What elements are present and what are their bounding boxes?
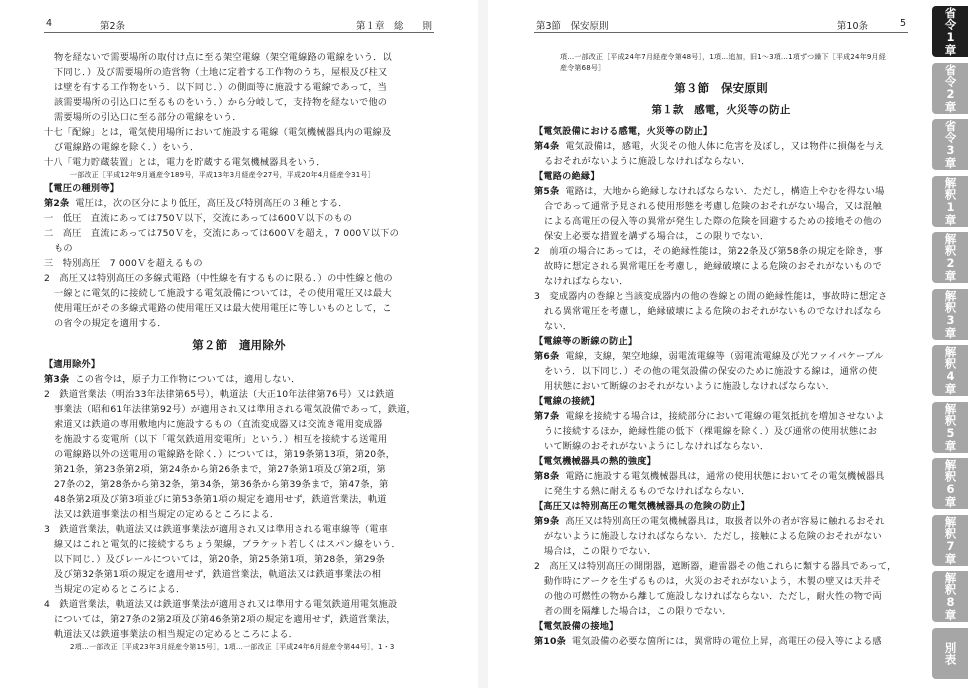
left-running-header	[44, 18, 434, 33]
article-number: 第6条	[534, 351, 560, 362]
section-title	[44, 335, 434, 355]
text-line	[44, 582, 434, 597]
line-text: 当規定の定めるところによる．	[54, 584, 186, 595]
line-text: がないように施設しなければならない．ただし，接触による危険のおそれがない	[544, 531, 882, 542]
line-text: 電路に施設する電気機械器具は，通常の使用状態においてその電気機械器具	[565, 471, 885, 482]
line-text: 故時に想定される異常電圧を考慮し，絶縁破壊による危険のおそれがないもので	[544, 261, 882, 272]
right-running-header	[534, 18, 908, 33]
line-text: 2 前項の場合にあっては，その絶縁性能は，第22条及び第58条の規定を除き，事	[534, 246, 883, 257]
text-line	[44, 537, 434, 552]
text-line	[534, 319, 908, 334]
subsection-title	[534, 100, 908, 120]
text-line	[44, 492, 434, 507]
text-line	[44, 50, 434, 65]
line-text: 27条の2，第28条から第32条，第34条，第36条から第39条まで，第47条，第	[54, 479, 389, 490]
text-line	[44, 597, 434, 612]
article-heading	[534, 394, 908, 409]
text-line	[534, 529, 908, 544]
line-text: の省令の規定を適用する．	[54, 318, 167, 329]
article-heading	[534, 124, 908, 139]
text-line	[44, 417, 434, 432]
article-heading	[534, 334, 908, 349]
right-page-number: 5	[899, 18, 906, 29]
line-text: 一線とに電気的に接続して施設する電気設備については，その使用電圧又は最大	[54, 288, 392, 299]
line-text: うに接続するほか，絶縁性能の低下（裸電線を除く．）及び通常の使用状態にお	[544, 426, 878, 437]
line-text: 【電線等の断線の防止】	[534, 336, 638, 347]
text-line	[534, 199, 908, 214]
article-line	[534, 514, 908, 529]
amendment-note	[44, 170, 434, 181]
article-heading	[534, 454, 908, 469]
line-text: 電線を接続する場合は，接続部分において電線の電気抵抗を増加させないよ	[565, 411, 885, 422]
article-number: 第8条	[534, 471, 560, 482]
text-line	[44, 522, 434, 537]
article-number: 第9条	[534, 516, 560, 527]
line-text: 十七「配線」とは，電気使用場所において施設する電線（電気機械器具内の電線及	[44, 127, 392, 138]
text-line	[534, 289, 908, 304]
line-text: 及び第32条第1項の規定を適用せず，鉄道営業法，軌道法又は鉄道事業法の相	[54, 569, 382, 580]
article-line	[534, 469, 908, 484]
text-line	[44, 316, 434, 331]
article-number: 第7条	[534, 411, 560, 422]
line-text: 電圧は，次の区分により低圧，高圧及び特別高圧の３種とする．	[75, 198, 348, 209]
line-text: び電線路の電線を除く．）をいう．	[54, 142, 200, 153]
text-line	[44, 226, 434, 241]
text-line	[44, 271, 434, 286]
article-line	[534, 634, 908, 649]
line-text: 産令第68号］	[560, 64, 606, 72]
article-number: 第10条	[534, 636, 566, 647]
line-text: れる異常電圧を考慮し，絶縁破壊による危険のおそれがないものでなければなら	[544, 306, 882, 317]
text-line	[44, 211, 434, 226]
chapter-tab[interactable]: 省令2章	[932, 63, 968, 114]
line-text: 第２節 適用除外	[192, 338, 286, 352]
text-line	[44, 80, 434, 95]
line-text: 2 高圧又は特別高圧の開閉器，遮断器，避雷器その他これらに類する器具であって，	[534, 561, 897, 572]
text-line	[44, 552, 434, 567]
text-line	[44, 402, 434, 417]
line-text: 【電圧の種別等】	[44, 183, 120, 194]
text-line	[534, 304, 908, 319]
chapter-tab[interactable]: 解釈5章	[932, 402, 968, 453]
line-text: 該需要場所の引込口に至るものをいう．）から分岐して，支持物を経ないで他の	[54, 97, 388, 108]
left-page-body	[44, 50, 434, 653]
line-text: 【電路の絶縁】	[534, 171, 600, 182]
line-text: 3 変成器内の巻線と当該変成器内の他の巻線との間の絶縁性能は，事故時に想定さ	[534, 291, 888, 302]
text-line	[44, 125, 434, 140]
text-line	[44, 387, 434, 402]
line-text: なければならない．	[544, 276, 629, 287]
chapter-tab[interactable]: 省令3章	[932, 119, 968, 170]
line-text: いて断線のおそれがないようにしなければならない．	[544, 441, 770, 452]
text-line	[534, 604, 908, 619]
text-line	[534, 259, 908, 274]
article-heading	[44, 181, 434, 196]
line-text: 一部改正［平成12年9月通産令189号，平成13年3月経産令27号，平成20年4月経産令31号］	[70, 171, 375, 179]
line-text: 【適用除外】	[44, 359, 101, 370]
line-text: を施設する変電所（以下「電気鉄道用変電所」という．）相互を接続する送電用	[54, 434, 388, 445]
right-page	[488, 0, 928, 688]
line-text: 場合は，この限りでない．	[544, 546, 657, 557]
line-text: 48条第2項及び第3項並びに第53条第1項の規定を適用せず，鉄道営業法，軌道	[54, 494, 387, 505]
line-text: 電気設備は，感電，火災その他人体に危害を及ぼし，又は物件に損傷を与え	[565, 141, 885, 152]
text-line	[44, 447, 434, 462]
line-text: は壁を有する工作物をいう．以下同じ．）の側面等に施設する電線であって，当	[54, 82, 388, 93]
line-text: 以下同じ．）及びレールについては，第20条，第25条第1項，第28条，第29条	[54, 554, 386, 565]
article-heading	[534, 499, 908, 514]
text-line	[534, 574, 908, 589]
line-text: をいう．以下同じ．）その他の電気設備の保安のために施設する線は，通常の使	[544, 366, 878, 377]
line-text: 第１款 感電，火災等の防止	[651, 104, 791, 116]
text-line	[534, 559, 908, 574]
line-text: 2項…一部改正［平成23年3月経産令第15号］，1項…一部改正［平成24年6月経産令第44号］，1・3	[70, 643, 395, 651]
line-text: の電線路以外の送電用の電線路を除く．）については，第19条第13項，第20条，	[54, 449, 396, 460]
line-text: 【電気機械器具の熱的強度】	[534, 456, 657, 467]
text-line	[534, 379, 908, 394]
line-text: 高圧又は特別高圧の電気機械器具は，取扱者以外の者が容易に触れるおそれ	[565, 516, 885, 527]
line-text: 法又は鉄道事業法の相当規定の定めるところによる．	[54, 509, 280, 520]
line-text: 【電気設備における感電，火災等の防止】	[534, 126, 713, 137]
left-page-number: 4	[46, 18, 53, 29]
text-line	[44, 612, 434, 627]
right-header-section: 第3節 保安原則	[536, 21, 609, 32]
page-gutter	[478, 0, 488, 688]
chapter-tab[interactable]: 解釈1章	[932, 176, 968, 227]
text-line	[44, 301, 434, 316]
chapter-tab[interactable]: 解釈8章	[932, 571, 968, 622]
article-number: 第3条	[44, 374, 70, 385]
article-line	[534, 184, 908, 199]
line-text: 十八「電力貯蔵装置」とは，電力を貯蔵する電気機械器具をいう．	[44, 157, 326, 168]
article-number: 第2条	[44, 198, 70, 209]
text-line	[44, 155, 434, 170]
line-text: もの	[54, 243, 73, 254]
line-text: 項…一部改正［平成24年7月経産令第48号］，1項…追加，旧1〜3項…1項ずつ繰下［平成24年9月経	[560, 53, 886, 61]
right-page-body	[534, 52, 908, 649]
chapter-tab[interactable]: 解釈3章	[932, 289, 968, 340]
chapter-tab[interactable]: 別表	[932, 628, 968, 679]
text-line	[44, 507, 434, 522]
article-number: 第4条	[534, 141, 560, 152]
text-line	[534, 424, 908, 439]
text-line	[44, 286, 434, 301]
chapter-tab[interactable]: 解釈7章	[932, 515, 968, 566]
amendment-note	[534, 52, 908, 63]
line-text: 用状態において断線のおそれがないように施設しなければならない．	[544, 381, 836, 392]
text-line	[44, 65, 434, 80]
line-text: この省令は，原子力工作物については，適用しない．	[75, 374, 301, 385]
section-title	[534, 78, 908, 98]
line-text: 保安上必要な措置を講ずる場合は，この限りでない．	[544, 231, 770, 242]
line-text: 下同じ．）及び需要場所の造営物（土地に定着する工作物のうち，屋根及び柱又	[54, 67, 388, 78]
line-text: 電路は，大地から絶縁しなければならない．ただし，構造上やむを得ない場	[565, 186, 885, 197]
article-heading	[44, 357, 434, 372]
line-text: 第３節 保安原則	[674, 81, 768, 95]
line-text: 軌道法又は鉄道事業法の相当規定の定めるところによる．	[54, 629, 299, 640]
text-line	[534, 244, 908, 259]
line-text: 3 鉄道営業法，軌道法又は鉄道事業法が適用され又は準用される電車線等（電車	[44, 524, 388, 535]
line-text: 使用電圧がその多線式電路の使用電圧又は最大使用電圧に等しいものとして，こ	[54, 303, 392, 314]
line-text: 二 高圧 直流にあっては750Ｖを，交流にあっては600Ｖを超え，7 000Ｖ以下の	[44, 228, 399, 239]
text-line	[534, 484, 908, 499]
line-text: るおそれがないように施設しなければならない．	[544, 156, 751, 167]
article-line	[534, 139, 908, 154]
text-line	[44, 627, 434, 642]
article-line	[44, 196, 434, 211]
line-text: 事業法（昭和61年法律第92号）が適用され又は準用される電気設備であって，鉄道，	[54, 404, 416, 415]
line-text: 線又はこれと電気的に接続するちょう架線，ブラケット若しくはスパン線をいう．	[54, 539, 401, 550]
chapter-tab[interactable]: 解釈2章	[932, 232, 968, 283]
line-text: 一 低圧 直流にあっては750Ｖ以下，交流にあっては600Ｖ以下のもの	[44, 213, 353, 224]
line-text: ない．	[544, 321, 573, 332]
text-line	[534, 214, 908, 229]
line-text: 第21条，第23条第2項，第24条から第26条まで，第27条第1項及び第2項，第	[54, 464, 386, 475]
amendment-note	[534, 63, 908, 74]
text-line	[44, 241, 434, 256]
line-text: 者の間を隔離した場合は，この限りでない．	[544, 606, 732, 617]
line-text: 合であって通常予見される使用形態を考慮し危険のおそれがない場合，又は混触	[544, 201, 882, 212]
text-line	[44, 140, 434, 155]
line-text: 三 特別高圧 7 000Ｖを超えるもの	[44, 258, 203, 269]
text-line	[534, 544, 908, 559]
line-text: については，第27条の2第2項及び第46条第2項の規定を適用せず，鉄道営業法，	[54, 614, 396, 625]
chapter-index-tabs	[930, 0, 968, 688]
line-text: 4 鉄道営業法，軌道法又は鉄道事業法が適用され又は準用する電気鉄道用電気施設	[44, 599, 398, 610]
text-line	[44, 256, 434, 271]
text-line	[44, 462, 434, 477]
line-text: 2 高圧又は特別高圧の多線式電路（中性線を有するものに限る．）の中性線と他の	[44, 273, 393, 284]
article-line	[534, 349, 908, 364]
text-line	[44, 95, 434, 110]
line-text: 物を経ないで需要場所の取付け点に至る架空電線（架空電線路の電線をいう．以	[54, 52, 392, 63]
chapter-tab[interactable]: 省令1章	[932, 6, 968, 57]
right-header-article: 第10条	[836, 21, 868, 32]
line-text: 【電線の接続】	[534, 396, 600, 407]
article-heading	[534, 169, 908, 184]
article-line	[534, 409, 908, 424]
text-line	[44, 567, 434, 582]
line-text: 【高圧又は特別高圧の電気機械器具の危険の防止】	[534, 501, 750, 512]
text-line	[534, 274, 908, 289]
text-line	[44, 432, 434, 447]
text-line	[534, 154, 908, 169]
line-text: の他の可燃性の物から離して施設しなければならない．ただし，耐火性の物で両	[544, 591, 882, 602]
left-header-chapter: 第１章 総 則	[355, 21, 432, 32]
chapter-tab[interactable]: 解釈4章	[932, 345, 968, 396]
left-header-article: 第2条	[100, 21, 126, 32]
text-line	[44, 477, 434, 492]
line-text: 電線，支線，架空地線，弱電流電線等（弱電流電線及び光ファイバケーブル	[565, 351, 884, 362]
article-heading	[534, 619, 908, 634]
text-line	[534, 589, 908, 604]
text-line	[44, 110, 434, 125]
line-text: に発生する熱に耐えるものでなければならない．	[544, 486, 751, 497]
article-line	[44, 372, 434, 387]
chapter-tab[interactable]: 解釈6章	[932, 458, 968, 509]
line-text: 動作時にアークを生ずるものは，火災のおそれがないよう，木製の壁又は天井そ	[544, 576, 882, 587]
amendment-note	[44, 642, 434, 653]
text-line	[534, 364, 908, 379]
line-text: 2 鉄道営業法（明治33年法律第65号），軌道法（大正10年法律第76号）又は鉄道	[44, 389, 395, 400]
left-page	[0, 0, 478, 688]
text-line	[534, 229, 908, 244]
article-number: 第5条	[534, 186, 560, 197]
line-text: 需要場所の引込口に至る部分の電線をいう．	[54, 112, 242, 123]
text-line	[534, 439, 908, 454]
line-text: 【電気設備の接地】	[534, 621, 619, 632]
line-text: 索道又は鉄道の専用敷地内に施設するもの（直流変成器又は交流き電用変成器	[54, 419, 383, 430]
line-text: による高電圧の侵入等の異常が発生した際の危険を回避するための接地その他の	[544, 216, 882, 227]
line-text: 電気設備の必要な箇所には，異常時の電位上昇，高電圧の侵入等による感	[571, 636, 882, 647]
